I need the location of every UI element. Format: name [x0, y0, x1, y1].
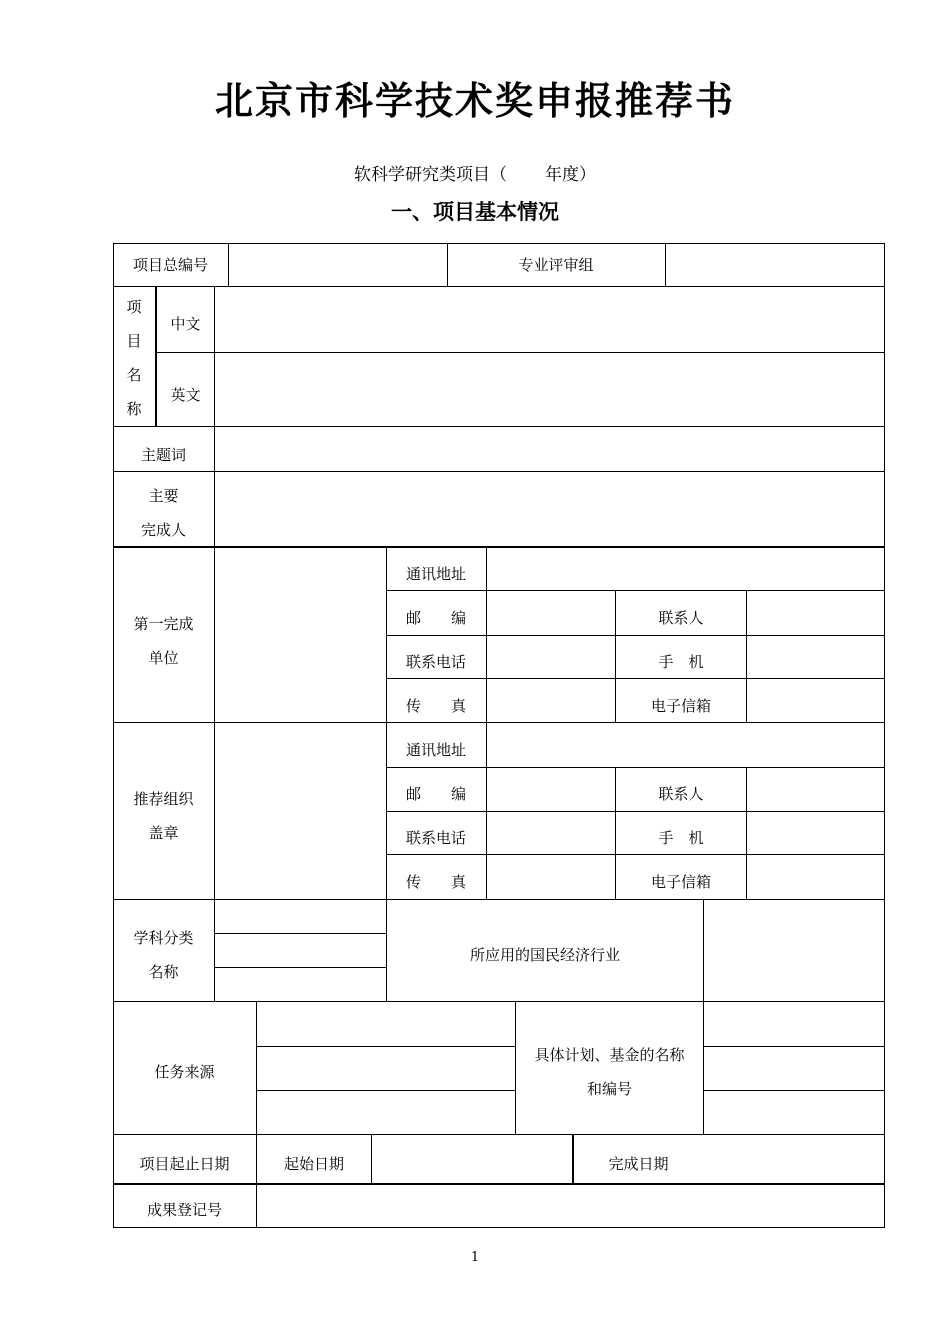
label-line: 名称 — [148, 963, 179, 981]
label-char: 目 — [126, 332, 142, 350]
task-source-field-1[interactable] — [257, 1002, 515, 1046]
label-email: 电子信箱 — [650, 697, 711, 715]
label-char: 称 — [126, 400, 142, 418]
label-project-name — [113, 290, 155, 426]
registration-no-field[interactable] — [257, 1185, 884, 1227]
review-group-field[interactable] — [666, 243, 884, 286]
first-unit-email-field[interactable] — [747, 679, 884, 722]
task-source-field-3[interactable] — [257, 1091, 515, 1134]
label-task-source: 任务来源 — [154, 1063, 215, 1081]
chinese-name-field[interactable] — [215, 287, 884, 352]
label-registration-no: 成果登记号 — [146, 1201, 222, 1219]
label-line: 盖章 — [148, 824, 179, 842]
label-fax: 传 真 — [405, 873, 466, 891]
keywords-field[interactable] — [215, 427, 884, 471]
first-unit-contact-field[interactable] — [747, 591, 884, 635]
main-contributors-field[interactable] — [215, 472, 884, 546]
label-discipline — [113, 920, 214, 990]
label-english: 英文 — [170, 385, 201, 404]
label-project-number: 项目总编号 — [132, 255, 208, 274]
subtitle-left: 软科学研究类项目（ — [354, 165, 507, 185]
start-date-field[interactable] — [372, 1135, 572, 1183]
label-address: 通讯地址 — [405, 565, 466, 583]
label-end-date: 完成日期 — [608, 1155, 669, 1173]
org-postcode-field[interactable] — [487, 768, 615, 811]
org-email-field[interactable] — [747, 855, 884, 899]
label-project-dates: 项目起止日期 — [139, 1155, 230, 1173]
label-email: 电子信箱 — [650, 873, 711, 891]
first-unit-postcode-field[interactable] — [487, 591, 615, 635]
label-industry: 所应用的国民经济行业 — [469, 946, 620, 964]
label-line: 单位 — [148, 649, 179, 667]
label-mobile: 手 机 — [658, 653, 704, 671]
recommending-org-seal-field[interactable] — [215, 723, 386, 899]
label-review-group: 专业评审组 — [518, 255, 594, 274]
plan-fund-field-2[interactable] — [704, 1047, 884, 1090]
label-phone: 联系电话 — [405, 829, 466, 847]
label-line: 主要 — [148, 487, 179, 505]
discipline-field-1[interactable] — [215, 900, 386, 933]
label-start-date: 起始日期 — [283, 1155, 344, 1173]
document-title: 北京市科学技术奖申报推荐书 — [214, 79, 735, 123]
label-contact-person: 联系人 — [658, 785, 704, 803]
label-main-contributors — [113, 478, 214, 548]
label-postcode: 邮 编 — [405, 785, 466, 803]
subtitle-right: 年度） — [545, 165, 596, 185]
label-first-unit — [113, 606, 214, 676]
label-postcode: 邮 编 — [405, 609, 466, 627]
org-fax-field[interactable] — [487, 855, 615, 899]
label-line: 学科分类 — [133, 929, 194, 947]
section-title: 一、项目基本情况 — [391, 200, 559, 224]
org-contact-field[interactable] — [747, 768, 884, 811]
label-line: 推荐组织 — [133, 790, 194, 808]
label-address: 通讯地址 — [405, 741, 466, 759]
label-chinese: 中文 — [170, 315, 201, 333]
first-unit-fax-field[interactable] — [487, 679, 615, 722]
project-number-field[interactable] — [229, 243, 447, 286]
grid-line — [884, 243, 885, 1228]
label-char: 名 — [126, 366, 142, 384]
label-line: 具体计划、基金的名称 — [534, 1046, 685, 1064]
label-line: 和编号 — [586, 1080, 632, 1098]
label-line: 第一完成 — [133, 615, 194, 633]
first-unit-field[interactable] — [215, 548, 386, 722]
first-unit-address-field[interactable] — [487, 548, 884, 590]
industry-field[interactable] — [704, 900, 884, 1001]
label-char: 项 — [126, 298, 142, 316]
plan-fund-field-1[interactable] — [704, 1002, 884, 1046]
label-plan-fund — [516, 1037, 703, 1107]
label-keywords: 主题词 — [140, 445, 186, 464]
english-name-field[interactable] — [215, 353, 884, 426]
discipline-field-3[interactable] — [215, 968, 386, 1001]
first-unit-mobile-field[interactable] — [747, 636, 884, 678]
page-number: 1 — [470, 1250, 480, 1265]
end-date-field[interactable] — [704, 1135, 884, 1183]
label-contact-person: 联系人 — [658, 609, 704, 627]
label-recommending-org — [113, 781, 214, 851]
org-mobile-field[interactable] — [747, 812, 884, 854]
label-line: 完成人 — [140, 521, 186, 539]
task-source-field-2[interactable] — [257, 1047, 515, 1090]
label-fax: 传 真 — [405, 697, 466, 715]
org-phone-field[interactable] — [487, 812, 615, 854]
discipline-field-2[interactable] — [215, 934, 386, 967]
label-mobile: 手 机 — [658, 829, 704, 847]
label-phone: 联系电话 — [405, 653, 466, 671]
plan-fund-field-3[interactable] — [704, 1091, 884, 1134]
org-address-field[interactable] — [487, 723, 884, 767]
first-unit-phone-field[interactable] — [487, 636, 615, 678]
